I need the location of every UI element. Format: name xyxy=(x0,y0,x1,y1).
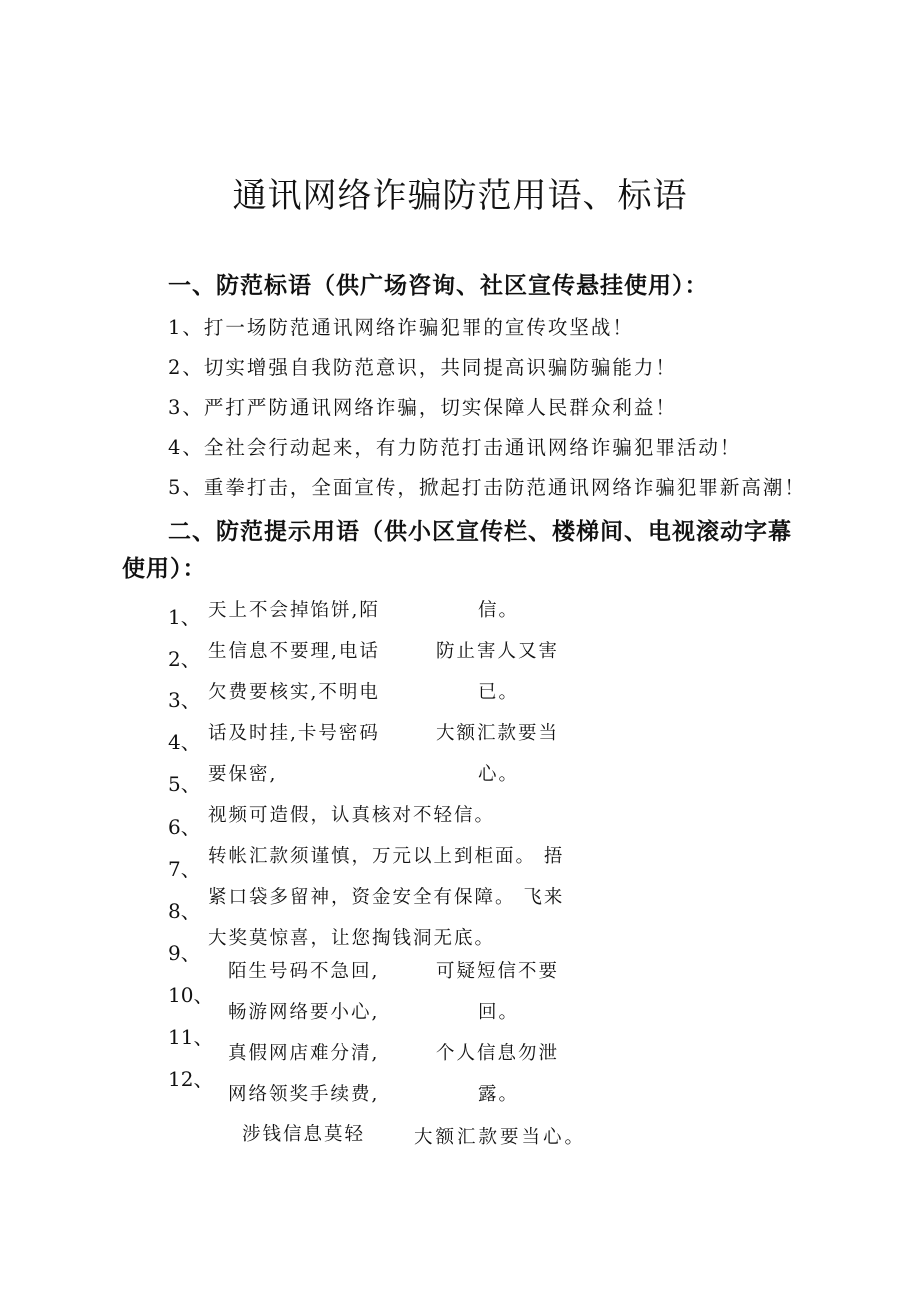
tip-left-line-3: 欠费要核实,不明电 xyxy=(208,682,380,703)
tip-right-line-4: 大额汇款要当 xyxy=(436,723,560,744)
tip-right-line-10: 大额汇款要当心。 xyxy=(414,1127,587,1148)
item-number-4: 4、 xyxy=(168,730,201,754)
item-number-9: 9、 xyxy=(168,941,201,965)
item-number-11: 11、 xyxy=(168,1025,214,1049)
tip-left-line-6: 视频可造假，认真核对不轻信。 xyxy=(208,805,496,826)
slogan-3: 3、严打严防通讯网络诈骗，切实保障人民群众利益！ xyxy=(168,396,677,419)
item-number-7: 7、 xyxy=(168,857,201,881)
tip-left-line-7: 转帐汇款须谨慎，万元以上到柜面。 捂 xyxy=(208,846,565,867)
section1-heading: 一、防范标语（供广场咨询、社区宣传悬挂使用）： xyxy=(168,273,709,299)
tip-right-line-7: 回。 xyxy=(478,1002,520,1023)
slogan-2: 2、切实增强自我防范意识，共同提高识骗防骗能力！ xyxy=(168,356,677,379)
item-number-1: 1、 xyxy=(168,605,201,629)
item-number-8: 8、 xyxy=(168,899,201,923)
item-number-3: 3、 xyxy=(168,688,201,712)
slogan-4: 4、全社会行动起来，有力防范打击通讯网络诈骗犯罪活动！ xyxy=(168,436,742,459)
tip-left-line-13: 网络领奖手续费, xyxy=(228,1084,380,1105)
tip-right-line-8: 个人信息勿泄 xyxy=(436,1043,560,1064)
item-number-5: 5、 xyxy=(168,772,201,796)
item-number-12: 12、 xyxy=(168,1067,214,1091)
section2-heading-line1: 二、防范提示用语（供小区宣传栏、楼梯间、电视滚动字幕 xyxy=(168,519,792,545)
tip-left-line-11: 畅游网络要小心, xyxy=(228,1002,380,1023)
tip-left-line-2: 生信息不要理,电话 xyxy=(208,641,380,662)
tip-right-line-3: 已。 xyxy=(478,682,520,703)
section2-heading-line2: 使用）： xyxy=(122,556,207,582)
slogan-5: 5、重拳打击，全面宣传，掀起打击防范通讯网络诈骗犯罪新高潮！ xyxy=(168,476,806,499)
document-title: 通讯网络诈骗防范用语、标语 xyxy=(232,176,688,216)
tip-left-line-5: 要保密, xyxy=(208,764,278,785)
item-number-10: 10、 xyxy=(168,983,214,1007)
slogan-1: 1、打一场防范通讯网络诈骗犯罪的宣传攻坚战！ xyxy=(168,316,634,339)
tip-right-line-9: 露。 xyxy=(478,1084,520,1105)
tip-left-line-14: 涉钱信息莫轻 xyxy=(242,1124,366,1145)
tip-right-line-1: 信。 xyxy=(478,600,520,621)
item-number-6: 6、 xyxy=(168,815,201,839)
tip-left-line-8: 紧口袋多留神，资金安全有保障。 飞来 xyxy=(208,887,565,908)
tip-left-line-9: 大奖莫惊喜，让您掏钱洞无底。 xyxy=(208,928,496,949)
tip-left-line-1: 天上不会掉馅饼,陌 xyxy=(208,600,380,621)
tip-right-line-6: 可疑短信不要 xyxy=(436,961,560,982)
tip-right-line-2: 防止害人又害 xyxy=(436,641,560,662)
tip-left-line-12: 真假网店难分清, xyxy=(228,1043,380,1064)
item-number-2: 2、 xyxy=(168,647,201,671)
tip-left-line-10: 陌生号码不急回, xyxy=(228,961,380,982)
tip-left-line-4: 话及时挂,卡号密码 xyxy=(208,723,380,744)
tip-right-line-5: 心。 xyxy=(478,764,520,785)
